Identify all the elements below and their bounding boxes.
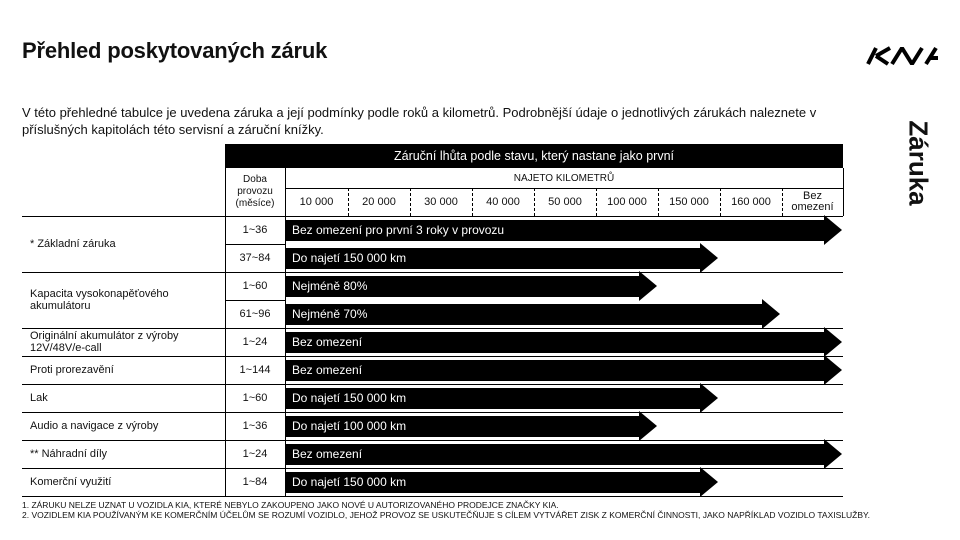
warranty-bar <box>286 304 780 325</box>
warranty-bar <box>286 388 718 409</box>
footnotes <box>22 500 872 520</box>
arrow-head-icon <box>824 439 842 469</box>
warranty-row-label: Originální akumulátor z výroby 12V/48V/e-call <box>30 330 179 354</box>
warranty-row-label: Komerční využití <box>30 476 112 488</box>
table-header-km: NAJETO KILOMETRŮ <box>513 172 615 184</box>
side-section-label: Záruka <box>903 120 934 206</box>
arrow-head-icon <box>700 243 718 273</box>
warranty-bar-label: Do najetí 150 000 km <box>286 472 702 493</box>
warranty-row-label: ** Náhradní díly <box>30 448 108 460</box>
arrow-head-icon <box>824 327 842 357</box>
warranty-bar-label: Bez omezení pro první 3 roky v provozu <box>286 220 826 241</box>
arrow-head-icon <box>639 411 657 441</box>
warranty-bar-label: Do najetí 150 000 km <box>286 248 702 269</box>
km-column-label: 50 000 <box>548 195 582 208</box>
km-column-label: 100 000 <box>607 195 647 208</box>
km-column-label: 30 000 <box>424 195 458 208</box>
warranty-bar-label: Nejméně 70% <box>286 304 764 325</box>
warranty-row-label: Kapacita vysokonapěťového akumulátoru <box>30 288 169 312</box>
warranty-period: 61~96 <box>239 308 271 320</box>
warranty-period: 1~60 <box>242 392 268 404</box>
warranty-bar <box>286 416 657 437</box>
warranty-period: 1~144 <box>239 364 271 376</box>
arrow-head-icon <box>762 299 780 329</box>
warranty-period: 1~36 <box>242 224 268 236</box>
warranty-row-label: Lak <box>30 392 48 404</box>
page-title: Přehled poskytovaných záruk <box>22 38 328 63</box>
warranty-bar-label: Bez omezení <box>286 360 826 381</box>
km-column-label: 150 000 <box>669 195 709 208</box>
warranty-bar-label: Nejméně 80% <box>286 276 641 297</box>
warranty-bar <box>286 276 657 297</box>
km-column-label: 20 000 <box>362 195 396 208</box>
warranty-period: 1~84 <box>242 476 268 488</box>
arrow-head-icon <box>639 271 657 301</box>
warranty-row-label: Audio a navigace z výroby <box>30 420 159 432</box>
warranty-bar-label: Bez omezení <box>286 332 826 353</box>
intro-text: V této přehledné tabulce je uvedena záruka a její podmínky podle roků a kilometrů. Podrobnější údaje o jednotlivých zárukách naleznete v příslušných kapitolách této servisní a záruční knížky. <box>22 105 817 137</box>
km-column-label: 40 000 <box>486 195 520 208</box>
arrow-head-icon <box>700 383 718 413</box>
warranty-row-label: * Základní záruka <box>30 238 116 250</box>
warranty-period: 1~24 <box>242 336 268 348</box>
footnote: 2. VOZIDLEM KIA POUŽÍVANÝM KE KOMERČNÍM ÚČELŮM SE ROZUMÍ VOZIDLO, JEHOŽ PROVOZ SE USKUTEČŇUJE S CÍLEM VYTVÁŘET ZISK Z KOMERČNÍ ČINNOSTI, JAKO NAPŘÍKLAD VOZIDLO TAXISLUŽBY. <box>22 510 870 520</box>
warranty-bar-label: Do najetí 150 000 km <box>286 388 702 409</box>
warranty-bar-label: Bez omezení <box>286 444 826 465</box>
warranty-bar <box>286 360 842 381</box>
warranty-period: 1~60 <box>242 280 268 292</box>
warranty-row-label: Proti prorezavění <box>30 364 114 376</box>
km-column-label: 10 000 <box>299 195 334 208</box>
arrow-head-icon <box>824 355 842 385</box>
warranty-bar <box>286 248 718 269</box>
table-header-main: Záruční lhůta podle stavu, který nastane jako první <box>225 144 843 168</box>
table-header-period: Doba provozu (měsíce) <box>235 174 275 209</box>
warranty-period: 1~24 <box>242 448 268 460</box>
arrow-head-icon <box>824 215 842 245</box>
km-column-label: 160 000 <box>731 195 771 208</box>
warranty-bar <box>286 472 718 493</box>
warranty-bar <box>286 444 842 465</box>
km-column-label: Bez omezení <box>791 190 834 213</box>
warranty-bar <box>286 332 842 353</box>
warranty-period: 37~84 <box>239 252 271 264</box>
footnote: 1. ZÁRUKU NELZE UZNAT U VOZIDLA KIA, KTERÉ NEBYLO ZAKOUPENO JAKO NOVÉ U AUTORIZOVANÉHO PRODEJCE ZNAČKY KIA. <box>22 500 559 510</box>
arrow-head-icon <box>700 467 718 497</box>
warranty-bar <box>286 220 842 241</box>
warranty-period: 1~36 <box>242 420 268 432</box>
warranty-bar-label: Do najetí 100 000 km <box>286 416 641 437</box>
